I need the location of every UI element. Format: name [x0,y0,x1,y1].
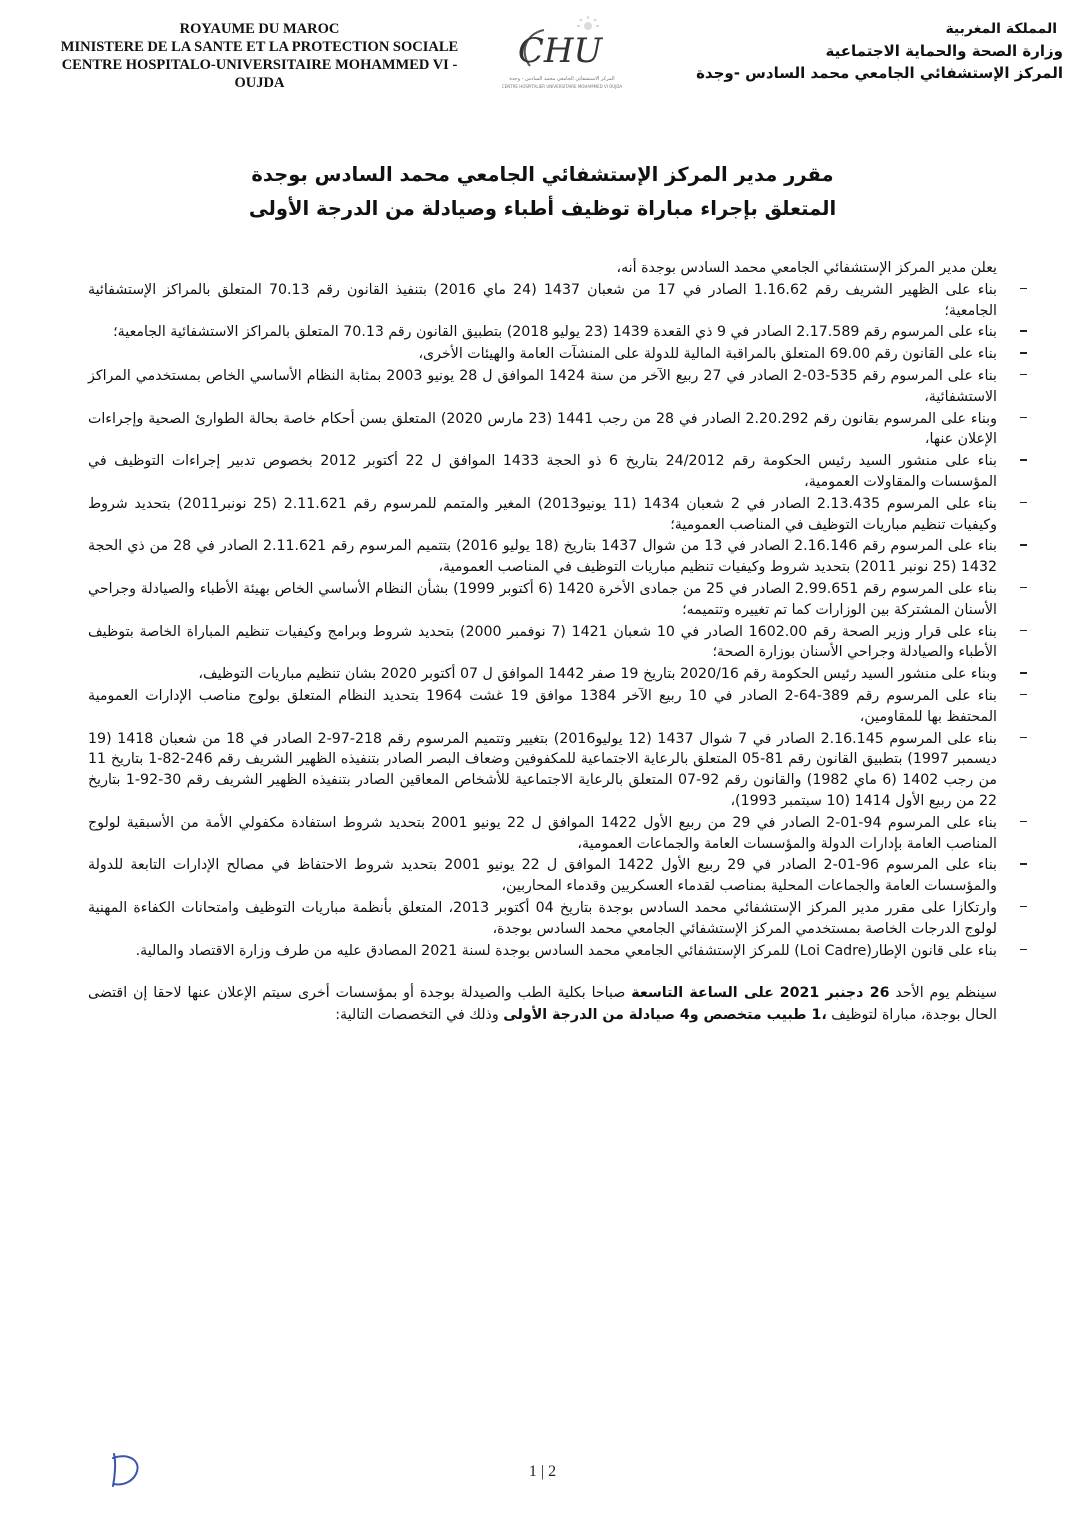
dash-bullet [1020,352,1027,354]
list-item-text: بناء على المرسوم 2.13.435 الصادر في 2 شعبان 1434 (11 يونيو2013) المغير والمتمم للمرسوم رقم 2.11.621 (25 نونبر2011) بتحديد شروط وكيفيات تنظيم مباريات التوظيف في المناصب العمومية؛ [88,495,998,533]
header-french [22,20,497,92]
legal-basis-list [88,280,997,962]
dash-bullet [1020,330,1027,332]
list-item-text: بناء على الظهير الشريف رقم 1.16.62 الصادر في 17 من شعبان 1437 (24 ماي 2016) بتنفيذ القانون رقم 70.13 المتعلق بالمراكز الإستشفائية الجامعية؛ [88,281,998,319]
list-item-text: وبناء على منشور السيد رئيس الحكومة رقم 2020/16 بتاريخ 19 صفر 1442 الموافق ل 07 أكتوبر 2020 بشان تنظيم مباريات التوظيف، [198,666,997,683]
list-item-text: بناء على القانون رقم 69.00 المتعلق بالمراقبة المالية للدولة على المنشآت العامة والهيئات الأخرى، [418,346,997,363]
list-item [88,622,997,664]
list-item-text: وارتكازا على مقرر مدير المركز الإستشفائي محمد السادس بوجدة بتاريخ 04 أكتوبر 2013، المتعلق بأنظمة مباريات التوظيف وامتحانات الكفاءة المهنية لولوج الدرجات الخاصة بمستخدمي المركز الإستشفائي الجامعي محمد السادس بوجدة، [88,899,997,937]
title-line: مقرر مدير المركز الإستشفائي الجامعي محمد السادس بوجدة [251,163,834,186]
closing-text: سينظم يوم الأحد [889,985,997,1002]
dash-bullet [1020,544,1027,546]
dash-bullet [1020,459,1027,461]
list-item-text: بناء على قانون الإطار(Loi Cadre) للمركز الإستشفائي الجامعي محمد السادس بوجدة لسنة 2021 المصادق عليه من طرف وزارة الاقتصاد والمالية. [135,942,997,959]
announcement-paragraph [88,983,997,1026]
intro-text: يعلن مدير المركز الإستشفائي الجامعي محمد السادس بوجدة أنه، [616,260,997,276]
page-number: 1 | 2 [528,1463,557,1480]
dash-bullet [1020,821,1027,823]
list-item [88,536,997,578]
list-item [88,344,997,365]
dash-bullet [1020,949,1027,951]
title-line: المتعلق بإجراء مباراة توظيف أطباء وصيادلة من الدرجة الأولى [248,197,837,220]
closing-text: وذلك في التخصصات التالية: [335,1006,504,1023]
list-item-text: بناء على المرسوم رقم 2.17.589 الصادر في 9 ذي القعدة 1439 (23 يوليو 2018) بتطبيق القانون رقم 70.13 المتعلق بالمراكز الاستشفائية الجامعية؛ [113,324,997,341]
list-item-text: بناء على المرسوم رقم 389-64-2 الصادر في 10 ربيع الآخر 1384 موافق 19 غشت 1964 بتحديد النظام المتعلق بولوج مناصب الإدارات العمومية المحتفظ بها للمقاومين، [88,687,997,725]
list-item-text: بناء على قرار وزير الصحة رقم 1602.00 الصادر في 10 شعبان 1421 (7 نوفمبر 2000) بتحديد شروط وبرامج وكيفيات تنظيم المباراة الخاصة بتوظيف الأطباء والصيادلة وجراحي الأسنان بوزارة الصحة؛ [88,623,997,661]
header-fr-line: OUJDA [234,75,285,91]
list-item-text: بناء على المرسوم رقم 2.99.651 الصادر في 25 من جمادى الأخرة 1420 (6 أكتوبر 1999) بشأن النظام الأساسي الخاص بهيئة الأطباء والصيادلة وجراحي الأسنان المشتركة بين الوزارات كما تم تغييره وتتميمه؛ [88,580,997,618]
list-item [88,366,997,408]
header-fr-line: MINISTERE DE LA SANTE ET LA PROTECTION SOCIALE [60,39,459,55]
list-item [88,729,997,812]
positions-count: ،1 طبيب متخصص و4 صيادلة من الدرجة الأولى [503,1006,827,1023]
document-title [120,158,965,226]
list-item [88,409,997,451]
dash-bullet [1020,288,1027,290]
dash-bullet [1020,737,1027,739]
header-ar-line: وزارة الصحة والحماية الاجتماعية [825,42,1063,60]
header-ar-line: المملكة المغربية [945,21,1057,37]
dash-bullet [1020,906,1027,908]
chu-logo [502,14,652,102]
dash-bullet [1020,630,1027,632]
dash-bullet [1020,694,1027,696]
dash-bullet [1020,417,1027,419]
exam-time: على الساعة التاسعة [631,985,774,1002]
list-item-text: بناء على المرسوم 2.16.145 الصادر في 7 شوال 1437 (12 يوليو2016) بتغيير وتتميم المرسوم رقم 218-97-2 الصادر في 18 من شعبان 1418 (19 ديسمبر 1997) بتطبيق القانون رقم 81-05 المتعلق بالرعاية الاجتماعية للمكفوفين وضعاف البصر الصادر بتنفيذه الظهير الشريف رقم 246-82-1 بتاريخ 11 من رجب 1402 (6 ماي 1982) والقانون رقم 92-07 المتعلق بالرعاية الاجتماعية للأشخاص المعاقين الصادر بتنفيذه الظهير الشريف رقم 30-92-1 بتاريخ 22 من ربيع الأول 1414 (10 سبتمبر 1993)، [88,730,998,809]
logo-subtitle: المركز الاستشفائي الجامعي محمد السادس - وجدة [509,76,615,82]
list-item-text: بناء على المرسوم 96-01-2 الصادر في 29 ربيع الأول 1422 الموافق ل 22 يونيو 2001 بتحديد شروط الاحتفاظ في مصالح الإدارات التابعة للدولة والمؤسسات العامة والجماعات المحلية بمناصب لقدماء العسكريين وقدماء المحاربين، [88,857,997,895]
header-fr-line: ROYAUME DU MAROC [179,21,340,37]
list-item-text: بناء على منشور السيد رئيس الحكومة رقم 24/2012 بتاريخ 6 ذو الحجة 1433 الموافق ل 22 أكتوبر 2012 بخصوص تدبير إجراءات التوظيف في المؤسسات والمقاولات العمومية، [88,453,998,490]
list-item-text: وبناء على المرسوم بقانون رقم 2.20.292 الصادر في 28 من رجب 1441 (23 مارس 2020) المتعلق بسن أحكام خاصة بحالة الطوارئ الصحية وإجراءات الإعلان عنها، [88,410,997,448]
dash-bullet [1020,502,1027,504]
logo-subtitle-fr: CENTRE HOSPITALIER UNIVERSITAIRE MOHAMMED VI OUJDA [502,84,623,89]
dash-bullet [1020,587,1027,589]
list-item [88,494,997,536]
list-item [88,813,997,855]
document-body [88,258,997,1026]
header-arabic [696,18,1063,84]
dash-bullet [1020,672,1027,674]
exam-date: 26 دجنبر 2021 [779,985,890,1002]
list-item [88,686,997,728]
list-item [88,280,997,322]
closing-text: صباحا بكلية الطب والصيدلة بوجدة أو بمؤسسات أخرى سيتم الإعلان عنها لاحقا إن اقتضى الحال بوجدة، مباراة لتوظيف [88,985,997,1023]
dash-bullet [1020,863,1027,865]
list-item [88,579,997,621]
list-item [88,855,997,897]
list-item [88,664,997,685]
dash-bullet [1020,374,1027,376]
header-fr-line: CENTRE HOSPITALO-UNIVERSITAIRE MOHAMMED VI - [61,57,458,73]
list-item-text: بناء على المرسوم 94-01-2 الصادر في 29 من ربيع الأول 1422 الموافق ل 22 يونيو 2001 بتحديد شروط استفادة مكفولي الأمة من الأسبقية لولوج المناصب العامة بإدارات الدولة والمؤسسات العامة والجماعات العمومية، [88,814,997,852]
list-item [88,898,997,940]
logo-text: CHU [517,31,603,71]
list-item-text: بناء على المرسوم رقم 535-03-2 الصادر في 27 ربيع الآخر من سنة 1424 الموافق ل 28 يونيو 2003 بمثابة النظام الأساسي الخاص بمستخدمي المراكز الاستشفائية، [88,367,997,405]
sun-rays-icon [577,16,599,30]
header-ar-line: المركز الإستشفائي الجامعي محمد السادس -وجدة [696,64,1063,82]
list-item [88,451,997,493]
list-item [88,322,997,343]
list-item-text: بناء على المرسوم رقم 2.16.146 الصادر في 13 من شوال 1437 بتاريخ (18 يوليو 2016) بتتميم المرسوم رقم 2.11.621 الصادر في 28 من ذي الحجة 1432 (25 نونبر 2011) بتحديد شروط وكيفيات تنظيم مباريات التوظيف في المناصب العمومية، [88,538,997,576]
list-item [88,941,997,962]
